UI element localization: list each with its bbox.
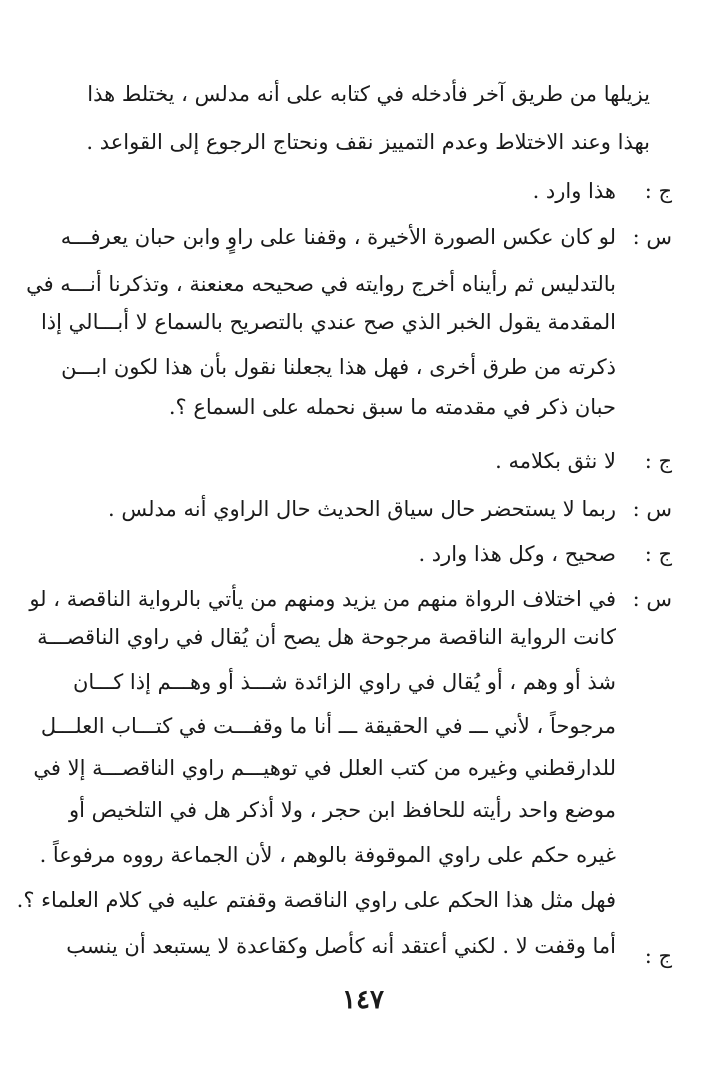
question-1-line-3: المقدمة يقول الخبر الذي صح عندي بالتصريح بالسماع لا أبـــالي إذا bbox=[40, 310, 616, 334]
question-3-line-6: موضع واحد رأيته للحافظ ابن حجر ، ولا أذكر هل في التلخيص أو bbox=[69, 798, 616, 822]
question-3-line-5: للدارقطني وغيره من كتب العلل في توهيـــم راوي الناقصـــة إلا في bbox=[33, 756, 616, 780]
speaker-answer-4: ج : bbox=[644, 944, 672, 968]
speaker-answer-1: ج : bbox=[644, 179, 672, 203]
question-3-line-4: مرجوحاً ، لأني ـــ في الحقيقة ـــ أنا ما وقفـــت في كتـــاب العلـــل bbox=[40, 714, 616, 738]
question-3-line-3: شذ أو وهم ، أو يُقال في راوي الزائدة شـــذ أو وهـــم إذا كـــان bbox=[72, 670, 616, 694]
answer-3-line-1: صحيح ، وكل هذا وارد . bbox=[418, 542, 616, 566]
speaker-question-2: س : bbox=[632, 497, 672, 521]
intro-line-2: بهذا وعند الاختلاط وعدم التمييز نقف ونحتاج الرجوع إلى القواعد . bbox=[86, 130, 650, 154]
question-1-line-4: ذكرته من طرق أخرى ، فهل هذا يجعلنا نقول بأن هذا لكون ابـــن bbox=[61, 355, 616, 379]
speaker-answer-2: ج : bbox=[644, 449, 672, 473]
question-2-line-1: ربما لا يستحضر حال سياق الحديث حال الراوي أنه مدلس . bbox=[108, 497, 616, 521]
answer-2-line-1: لا نثق بكلامه . bbox=[495, 449, 616, 473]
question-3-line-1: في اختلاف الرواة منهم من يزيد ومنهم من يأتي بالرواية الناقصة ، لو bbox=[29, 587, 616, 611]
question-1-line-5: حبان ذكر في مقدمته ما سبق نحمله على السماع ؟. bbox=[168, 395, 616, 419]
answer-1-line-1: هذا وارد . bbox=[532, 179, 616, 203]
answer-4-line-1: أما وقفت لا . لكني أعتقد أنه كأصل وكقاعدة لا يستبعد أن ينسب bbox=[66, 934, 616, 958]
question-3-line-7: غيره حكم على راوي الموقوفة بالوهم ، لأن الجماعة رووه مرفوعاً . bbox=[39, 843, 616, 867]
question-3-line-8: فهل مثل هذا الحكم على راوي الناقصة وقفتم عليه في كلام العلماء ؟. bbox=[16, 888, 616, 912]
question-1-line-2: بالتدليس ثم رأيناه أخرج روايته في صحيحه معنعنة ، وتذكرنا أنـــه في bbox=[26, 272, 616, 296]
page-number: ١٤٧ bbox=[342, 985, 384, 1015]
question-1-line-1: لو كان عكس الصورة الأخيرة ، وقفنا على راوٍ وابن حبان يعرفـــه bbox=[60, 225, 616, 249]
intro-line-1: يزيلها من طريق آخر فأدخله في كتابه على أنه مدلس ، يختلط هذا bbox=[87, 82, 650, 106]
speaker-question-3: س : bbox=[632, 587, 672, 611]
speaker-answer-3: ج : bbox=[644, 542, 672, 566]
question-3-line-2: كانت الرواية الناقصة مرجوحة هل يصح أن يُقال في راوي الناقصـــة bbox=[37, 625, 616, 649]
speaker-question-1: س : bbox=[632, 225, 672, 249]
